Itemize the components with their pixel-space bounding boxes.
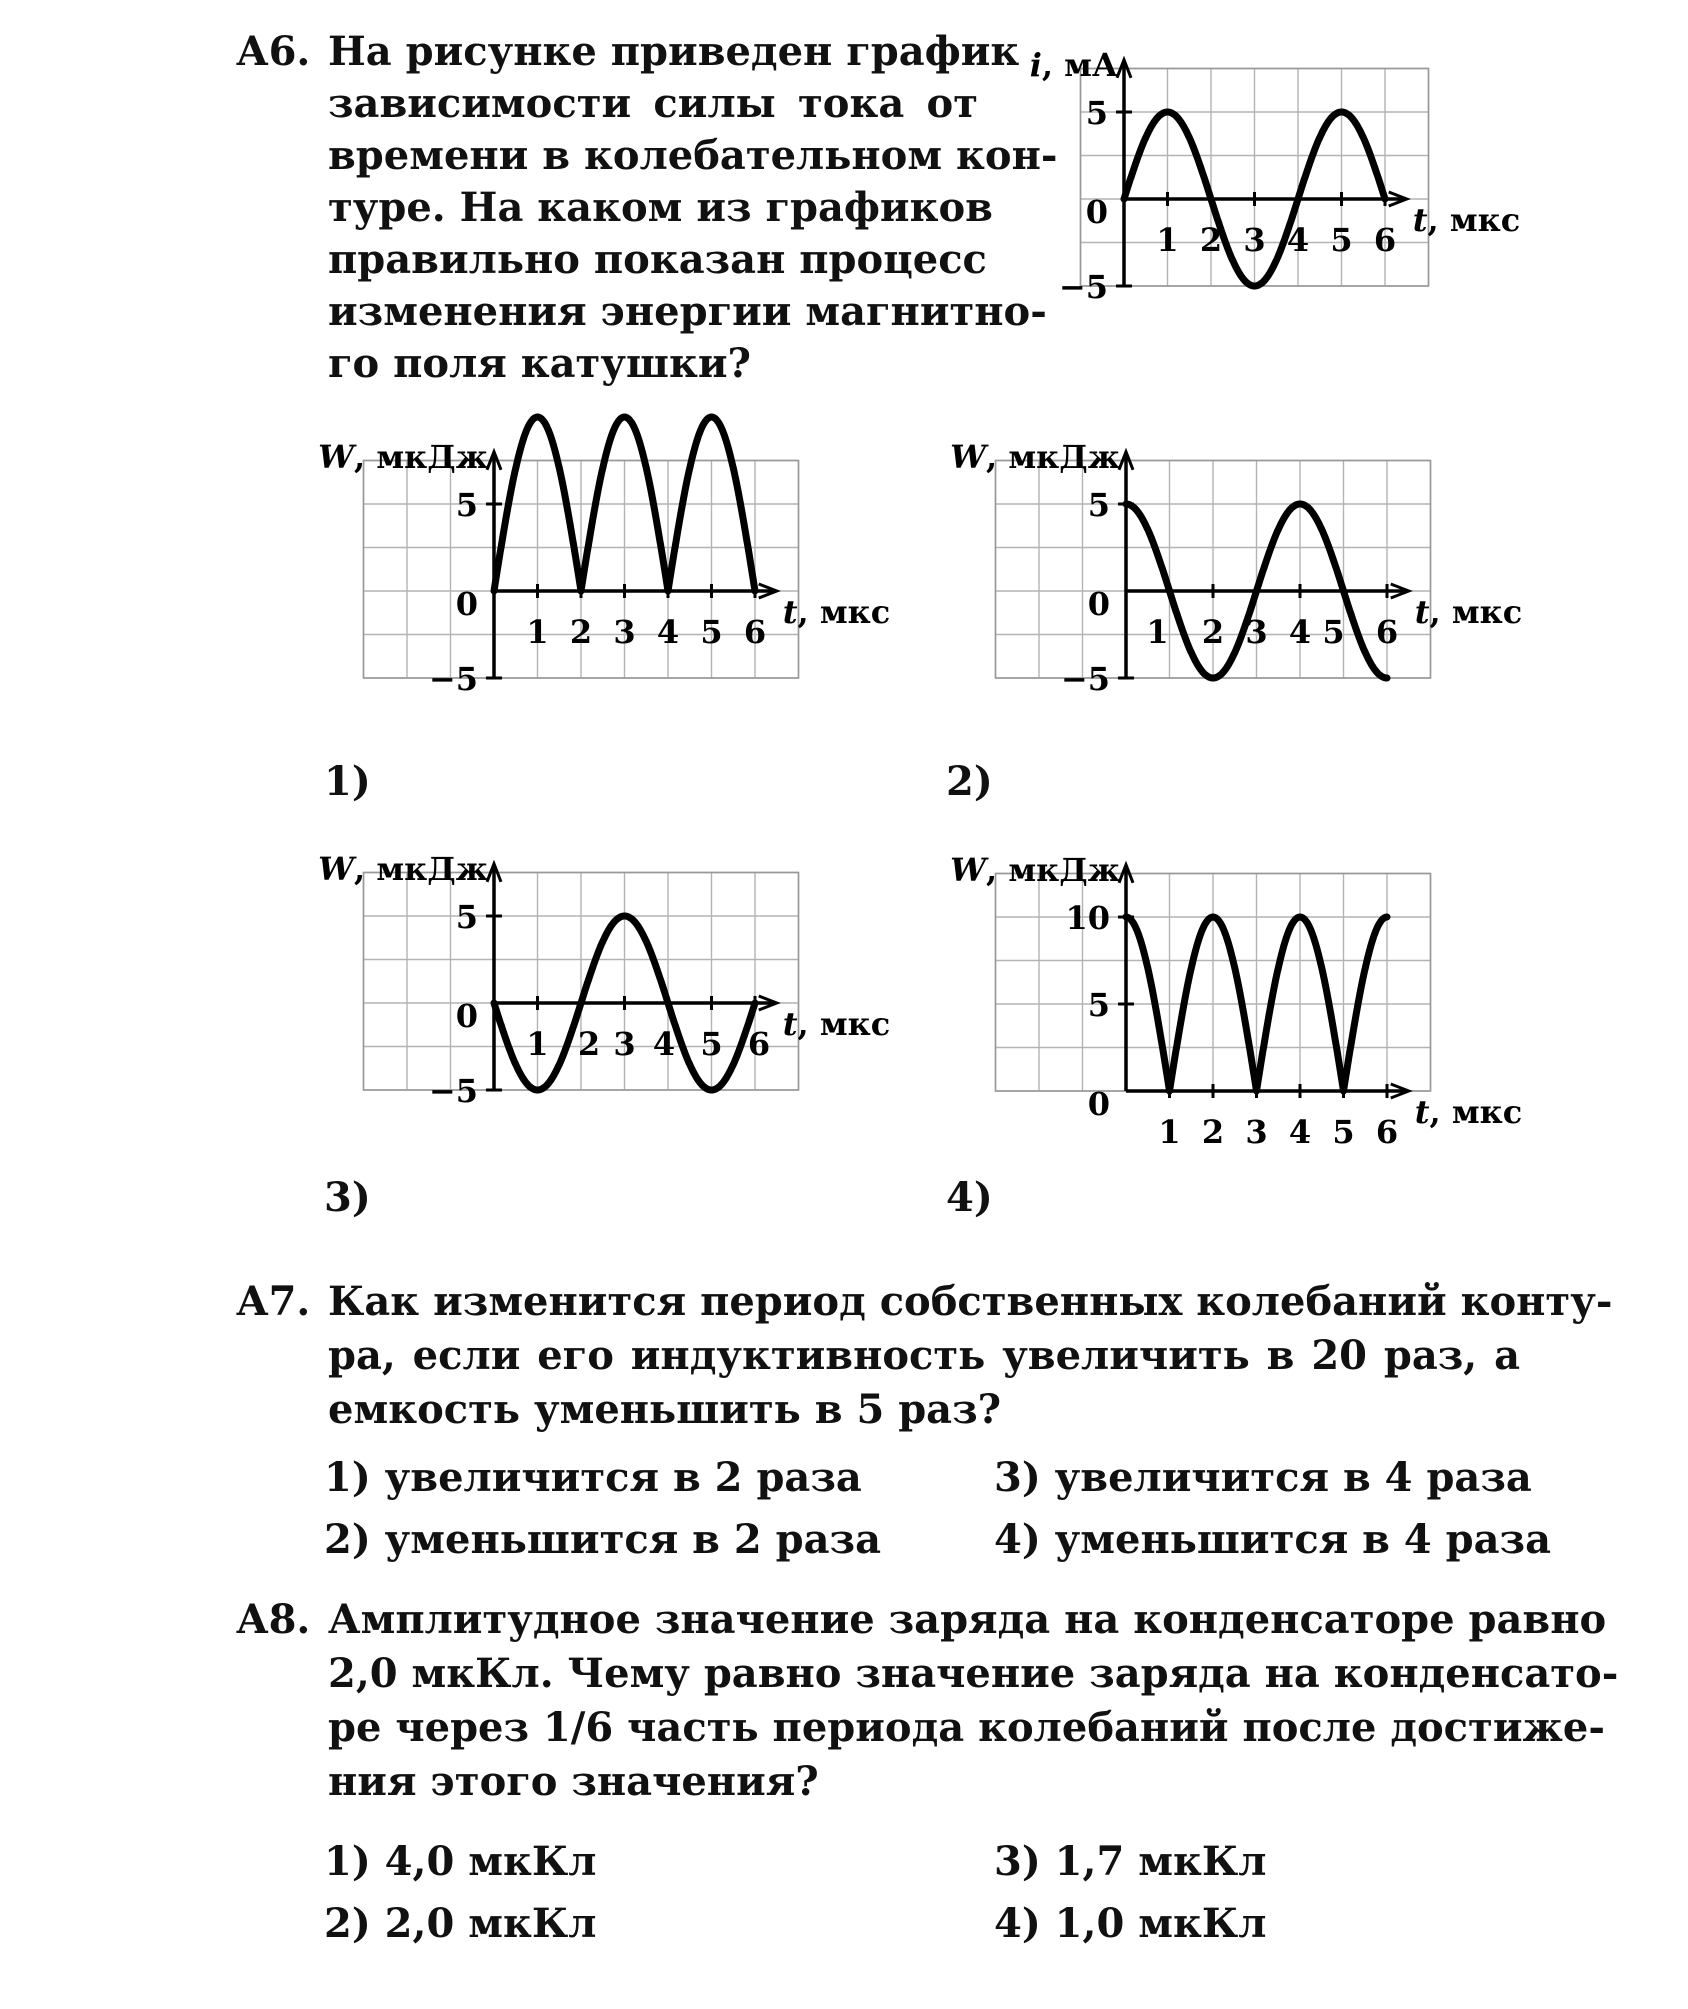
x-tick-label: 6 bbox=[747, 1025, 771, 1063]
x-tick-label: 5 bbox=[1330, 221, 1353, 259]
question-number-a8: А8. bbox=[236, 1596, 311, 1643]
question-a8-line: Амплитудное значение заряда на конденсаторе равно bbox=[328, 1596, 1607, 1643]
data-point bbox=[1340, 110, 1344, 114]
answer-option[interactable]: 4) 1,0 мкКл bbox=[994, 1900, 1267, 1947]
data-point bbox=[1168, 589, 1172, 593]
x-tick-label: 1 bbox=[1156, 221, 1179, 259]
question-a6-line: времени в колебательном кон- bbox=[328, 132, 1058, 179]
x-tick-label: 4 bbox=[1286, 221, 1310, 259]
chart-option-4 bbox=[948, 828, 1523, 1151]
y-tick-label: 5 bbox=[1087, 486, 1110, 524]
chart-option-1 bbox=[316, 416, 891, 726]
data-point bbox=[1255, 1089, 1259, 1093]
y-tick-label: −5 bbox=[1058, 268, 1108, 306]
data-point bbox=[666, 589, 670, 593]
x-axis-title: t, мкс bbox=[1414, 593, 1523, 631]
data-point bbox=[1211, 915, 1215, 919]
x-tick-label: 4 bbox=[1288, 613, 1312, 651]
y-tick-label: 0 bbox=[455, 997, 478, 1035]
data-point bbox=[1122, 197, 1126, 201]
question-number-a6: А6. bbox=[236, 28, 311, 75]
question-a6-line: На рисунке приведен график bbox=[328, 28, 1020, 75]
y-axis-title: W, мкДж bbox=[950, 437, 1120, 476]
data-point bbox=[623, 415, 627, 419]
y-tick-label: 5 bbox=[1085, 94, 1108, 132]
data-point bbox=[666, 1001, 670, 1005]
data-point bbox=[1166, 110, 1170, 114]
x-axis-title: t, мкс bbox=[782, 593, 891, 631]
data-point bbox=[579, 1001, 583, 1005]
question-a8-line: ре через 1/6 часть периода колебаний после достиже- bbox=[328, 1704, 1605, 1751]
y-tick-label: −5 bbox=[428, 660, 478, 698]
data-point bbox=[1255, 589, 1259, 593]
y-axis-title: W, мкДж bbox=[950, 850, 1120, 889]
y-axis-title: i, мА bbox=[1029, 45, 1118, 84]
data-point bbox=[536, 415, 540, 419]
question-a6-line: зависимости силы тока от bbox=[328, 80, 978, 127]
x-tick-label: 5 bbox=[700, 1025, 723, 1063]
x-tick-label: 1 bbox=[1146, 613, 1169, 651]
y-axis-title: W, мкДж bbox=[318, 849, 488, 888]
y-tick-label: 0 bbox=[1085, 193, 1108, 231]
data-point bbox=[1298, 502, 1302, 506]
y-tick-label: 10 bbox=[1065, 899, 1110, 937]
x-tick-label: 3 bbox=[1243, 221, 1266, 259]
x-tick-label: 1 bbox=[1158, 1113, 1181, 1151]
question-number-a7: А7. bbox=[236, 1278, 311, 1325]
question-a6-line: го поля катушки? bbox=[328, 340, 751, 387]
answer-option[interactable]: 3) увеличится в 4 раза bbox=[994, 1454, 1532, 1501]
option-label-1: 1) bbox=[324, 758, 371, 805]
data-point bbox=[1385, 915, 1389, 919]
x-tick-label: 3 bbox=[613, 613, 636, 651]
y-tick-label: 0 bbox=[455, 585, 478, 623]
data-point bbox=[1298, 915, 1302, 919]
x-tick-label: 4 bbox=[656, 613, 680, 651]
answer-option[interactable]: 2) уменьшится в 2 раза bbox=[324, 1516, 881, 1563]
y-axis-title: W, мкДж bbox=[318, 437, 488, 476]
chart-option-2 bbox=[948, 416, 1523, 726]
chart-current-vs-time bbox=[1029, 24, 1526, 334]
data-point bbox=[1124, 502, 1128, 506]
x-tick-label: 2 bbox=[569, 613, 593, 651]
data-point bbox=[492, 589, 496, 593]
data-point bbox=[1342, 1089, 1346, 1093]
option-label-4: 4) bbox=[946, 1174, 993, 1221]
y-tick-label: 5 bbox=[455, 898, 478, 936]
x-tick-label: 6 bbox=[1373, 221, 1397, 259]
answer-option[interactable]: 1) увеличится в 2 раза bbox=[324, 1454, 862, 1501]
x-tick-label: 4 bbox=[652, 1025, 676, 1063]
x-tick-label: 3 bbox=[613, 1025, 636, 1063]
question-a8-line: 2,0 мкКл. Чему равно значение заряда на конденсато- bbox=[328, 1650, 1619, 1697]
question-a6-line: изменения энергии магнитно- bbox=[328, 288, 1047, 335]
x-tick-label: 2 bbox=[1201, 1113, 1225, 1151]
data-point bbox=[710, 415, 714, 419]
data-point bbox=[536, 1088, 540, 1092]
data-point bbox=[753, 589, 757, 593]
x-tick-label: 5 bbox=[700, 613, 723, 651]
data-point bbox=[1168, 1089, 1172, 1093]
y-tick-label: −5 bbox=[428, 1072, 478, 1110]
y-tick-label: 5 bbox=[455, 486, 478, 524]
x-tick-label: 2 bbox=[577, 1025, 601, 1063]
option-label-2: 2) bbox=[946, 758, 993, 805]
x-axis-title: t, мкс bbox=[1414, 1093, 1523, 1131]
y-tick-label: 5 bbox=[1087, 986, 1110, 1024]
answer-option[interactable]: 3) 1,7 мкКл bbox=[994, 1838, 1267, 1885]
x-axis-title: t, мкс bbox=[1412, 201, 1521, 239]
y-tick-label: 0 bbox=[1087, 585, 1110, 623]
x-tick-label: 2 bbox=[1199, 221, 1223, 259]
data-point bbox=[1253, 284, 1257, 288]
data-point bbox=[623, 914, 627, 918]
x-tick-label: 2 bbox=[1201, 613, 1225, 651]
data-point bbox=[1383, 197, 1387, 201]
data-point bbox=[1209, 197, 1213, 201]
x-tick-label: 1 bbox=[526, 1025, 549, 1063]
question-a7-line: ра, если его индуктивность увеличить в 20 раз, а bbox=[328, 1332, 1520, 1379]
question-a8-line: ния этого значения? bbox=[328, 1758, 819, 1805]
x-tick-label: 5 bbox=[1322, 613, 1345, 651]
data-point bbox=[753, 1001, 757, 1005]
answer-option[interactable]: 2) 2,0 мкКл bbox=[324, 1900, 597, 1947]
question-a6-line: правильно показан процесс bbox=[328, 236, 987, 283]
y-tick-label: −5 bbox=[1060, 660, 1110, 698]
y-tick-label: 0 bbox=[1087, 1085, 1110, 1123]
data-point bbox=[579, 589, 583, 593]
data-point bbox=[492, 1001, 496, 1005]
option-label-3: 3) bbox=[324, 1174, 371, 1221]
x-tick-label: 3 bbox=[1245, 1113, 1268, 1151]
x-tick-label: 6 bbox=[1375, 613, 1399, 651]
x-tick-label: 3 bbox=[1245, 613, 1268, 651]
x-tick-label: 6 bbox=[743, 613, 767, 651]
data-point bbox=[1342, 589, 1346, 593]
data-point bbox=[710, 1088, 714, 1092]
answer-option[interactable]: 1) 4,0 мкКл bbox=[324, 1838, 597, 1885]
x-tick-label: 6 bbox=[1375, 1113, 1399, 1151]
question-a6-line: туре. На каком из графиков bbox=[328, 184, 993, 231]
data-point bbox=[1124, 915, 1128, 919]
data-point bbox=[1385, 676, 1389, 680]
x-tick-label: 4 bbox=[1288, 1113, 1312, 1151]
answer-option[interactable]: 4) уменьшится в 4 раза bbox=[994, 1516, 1551, 1563]
data-point bbox=[1211, 676, 1215, 680]
chart-option-3 bbox=[316, 828, 891, 1138]
x-tick-label: 5 bbox=[1332, 1113, 1355, 1151]
data-point bbox=[1296, 197, 1300, 201]
question-a7-line: емкость уменьшить в 5 раз? bbox=[328, 1386, 1002, 1433]
x-tick-label: 1 bbox=[526, 613, 549, 651]
question-a7-line: Как изменится период собственных колебаний конту- bbox=[328, 1278, 1613, 1325]
x-axis-title: t, мкс bbox=[782, 1005, 891, 1043]
